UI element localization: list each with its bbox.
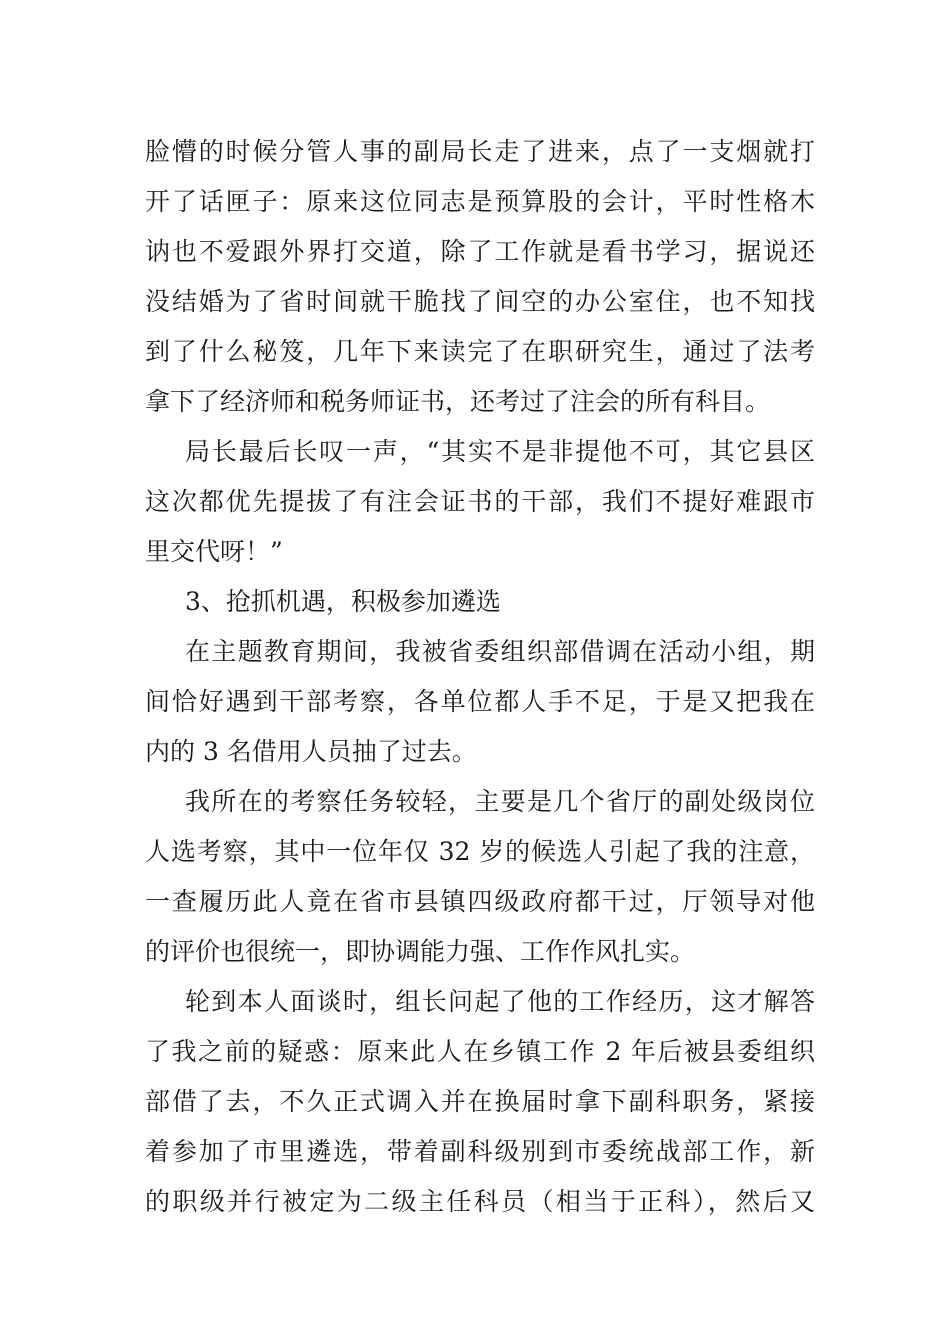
text-line: 到了什么秘笈，几年下来读完了在职研究生，通过了法考 [145, 337, 815, 366]
text-line: 了我之前的疑惑：原来此人在乡镇工作 2 年后被县委组织 [145, 1037, 815, 1066]
text-line: 在主题教育期间，我被省委组织部借调在活动小组，期 [185, 637, 815, 666]
text-line: 的职级并行被定为二级主任科员（相当于正科），然后又 [145, 1187, 815, 1216]
text-line: 部借了去，不久正式调入并在换届时拿下副科职务，紧接 [145, 1087, 815, 1116]
section-heading: 3、抢抓机遇，积极参加遴选 [185, 587, 501, 616]
text-line: 里交代呀！” [145, 537, 283, 566]
text-line: 拿下了经济师和税务师证书，还考过了注会的所有科目。 [145, 387, 771, 416]
text-line: 的评价也很统一，即协调能力强、工作作风扎实。 [145, 937, 696, 966]
text-line: 我所在的考察任务较轻，主要是几个省厅的副处级岗位 [185, 787, 815, 816]
text-line: 这次都优先提拔了有注会证书的干部，我们不提好难跟市 [145, 487, 815, 516]
document-body [145, 127, 815, 1227]
text-line: 脸懵的时候分管人事的副局长走了进来，点了一支烟就打 [145, 137, 815, 166]
text-line: 人选考察，其中一位年仅 32 岁的候选人引起了我的注意， [145, 837, 815, 866]
text-line: 没结婚为了省时间就干脆找了间空的办公室住，也不知找 [145, 287, 815, 316]
text-line: 一查履历此人竟在省市县镇四级政府都干过，厅领导对他 [145, 887, 815, 916]
text-line: 间恰好遇到干部考察，各单位都人手不足，于是又把我在 [145, 687, 815, 716]
text-line: 内的 3 名借用人员抽了过去。 [145, 737, 477, 766]
text-line: 局长最后长叹一声，“其实不是非提他不可，其它县区 [185, 437, 815, 466]
text-line: 讷也不爱跟外界打交道，除了工作就是看书学习，据说还 [145, 237, 815, 266]
text-line: 开了话匣子：原来这位同志是预算股的会计，平时性格木 [145, 187, 815, 216]
text-line: 轮到本人面谈时，组长问起了他的工作经历，这才解答 [185, 987, 815, 1016]
text-line: 着参加了市里遴选，带着副科级别到市委统战部工作，新 [145, 1137, 815, 1166]
